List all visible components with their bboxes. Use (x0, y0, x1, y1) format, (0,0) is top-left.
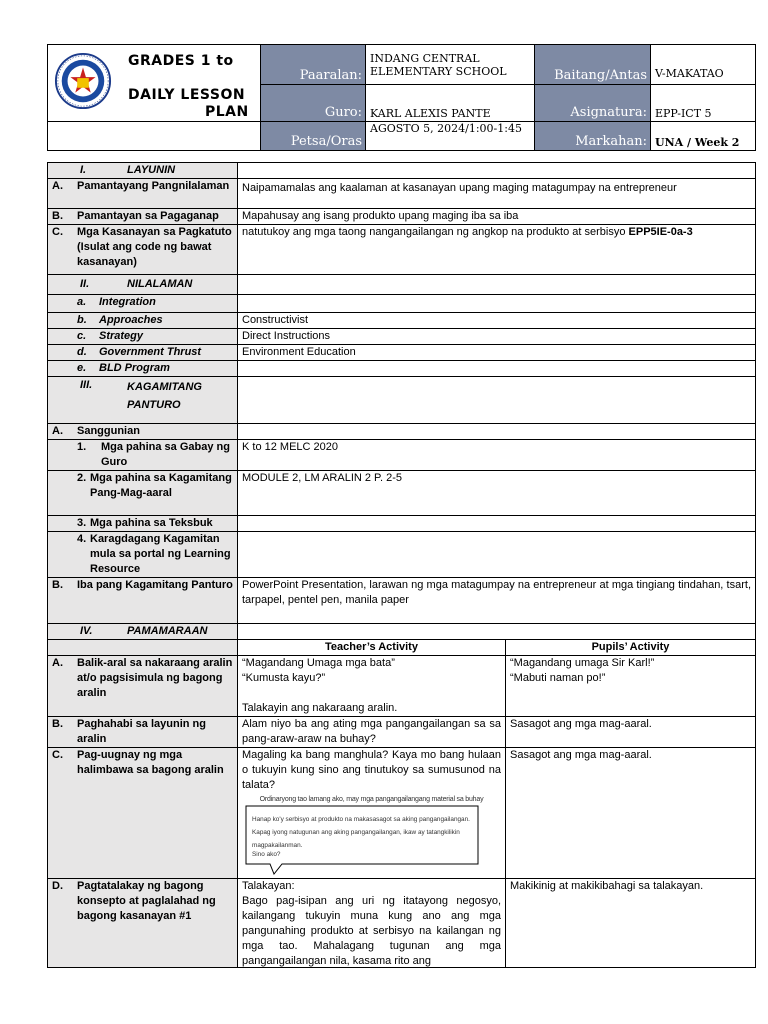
table-row: 3. Mga pahina sa Teksbuk (48, 516, 756, 532)
pupils-activity: Makikinig at makikibahagi sa talakayan. (506, 879, 756, 968)
teacher-activity: Magaling ka bang manghula? Kaya mo bang hulaan o tukuyin kung sino ang tinutukoy sa sumusunod na talata? Ordinaryong tao lamang ako, may mga pangangailangang material sa buhay Hanap ko'y serbisyo at produkto na makasasagot sa aking pangangailangan. Kapag iyong natugunan ang aking pangangailangan, ikaw ay tatangkilikin magpakailanman. Sino ako? (238, 748, 506, 879)
table-row: d. Government Thrust Environment Education (48, 345, 756, 361)
lesson-plan-title-line1: GRADES 1 to (128, 53, 234, 69)
table-row: A. Balik-aral sa nakaraang aralin at/o pagsisimula ng bagong aralin “Magandang Umaga mga bata” “Kumusta kayu?” Talakayin ang nakaraang aralin. “Magandang umaga Sir Karl!” “Mabuti naman po!” (48, 656, 756, 717)
riddle-question: Sino ako? (252, 851, 281, 858)
table-row: 2. Mga pahina sa Kagamitang Pang-Mag-aaral MODULE 2, LM ARALIN 2 P. 2-5 (48, 471, 756, 516)
pupils-activity-header: Pupils’ Activity (506, 640, 756, 656)
teacher-label: Guro: (261, 84, 366, 122)
lesson-plan-title-line2: DAILY LESSON (128, 87, 246, 103)
pupils-activity: Sasagot ang mga mag-aaral. (506, 717, 756, 748)
school-label: Paaralan: (261, 45, 366, 85)
table-row: b. Approaches Constructivist (48, 313, 756, 329)
school-value: INDANG CENTRAL ELEMENTARY SCHOOL (366, 45, 535, 85)
section-row-layunin (48, 163, 756, 179)
table-row: B. Paghahabi sa layunin ng aralin Alam niyo ba ang ating mga pangangailangan sa sa pang-araw-araw na buhay? Sasagot ang mga mag-aaral. (48, 717, 756, 748)
resource-value: K to 12 MELC 2020 (238, 440, 756, 471)
content-value: Environment Education (238, 345, 756, 361)
teacher-value: KARL ALEXIS PANTE (366, 84, 535, 122)
subject-label: Asignatura: (535, 84, 651, 122)
competency-code: EPP5IE-0a-3 (628, 226, 693, 238)
header-table (47, 44, 756, 151)
pupils-activity: Sasagot ang mga mag-aaral. (506, 748, 756, 879)
riddle-heading: Ordinaryong tao lamang ako, may mga pangangailangang material sa buhay (259, 796, 484, 803)
resource-value: MODULE 2, LM ARALIN 2 P. 2-5 (238, 471, 756, 516)
section-row-pamamaraan (48, 624, 756, 640)
quarter-label: Markahan: (535, 122, 651, 151)
teacher-activity: “Magandang Umaga mga bata” “Kumusta kayu?” Talakayin ang nakaraang aralin. (238, 656, 506, 717)
grade-value: V-MAKATAO (651, 45, 756, 85)
header-title-cell (48, 45, 261, 122)
content-value: Constructivist (238, 313, 756, 329)
teacher-activity-header: Teacher’s Activity (238, 640, 506, 656)
header-empty-cell (48, 122, 261, 151)
objective-value: natutukoy ang mga taong nangangailangan ng angkop na produkto at serbisyo EPP5IE-0a-3 (238, 225, 756, 275)
objective-value: Mapahusay ang isang produkto upang maging iba sa iba (238, 209, 756, 225)
table-row: B. Iba pang Kagamitang Panturo PowerPoint Presentation, larawan ng mga matagumpay na entrepreneur at mga tingiang tindahan, tsart, tarpapel, pentel pen, manila paper (48, 578, 756, 624)
section-heading: IV. PAMAMARAAN (48, 624, 238, 640)
objective-value: Naipamamalas ang kaalaman at kasanayan upang maging matagumpay na entrepreneur (238, 179, 756, 209)
grade-label: Baitang/Antas (535, 45, 651, 85)
deped-seal-icon (54, 52, 112, 110)
table-row: e. BLD Program (48, 361, 756, 377)
table-row: a. Integration (48, 295, 756, 313)
table-row: 1. Mga pahina sa Gabay ng Guro K to 12 MELC 2020 (48, 440, 756, 471)
table-row: A. Pamantayang Pangnilalaman Naipamamalas ang kaalaman at kasanayan upang maging matagumpay na entrepreneur (48, 179, 756, 209)
table-row: C. Mga Kasanayan sa Pagkatuto (Isulat ang code ng bawat kasanayan) natutukoy ang mga taong nangangailangan ng angkop na produkto at serbisyo EPP5IE-0a-3 (48, 225, 756, 275)
activity-header-row (48, 640, 756, 656)
riddle-image (242, 795, 501, 877)
table-row: A. Sanggunian (48, 424, 756, 440)
teacher-activity: Alam niyo ba ang ating mga pangangailangan sa sa pang-araw-araw na buhay? (238, 717, 506, 748)
section-row-kagamitan (48, 377, 756, 424)
other-materials-value: PowerPoint Presentation, larawan ng mga matagumpay na entrepreneur at mga tingiang tindahan, tsart, tarpapel, pentel pen, manila paper (238, 578, 756, 624)
table-row: 4. Karagdagang Kagamitan mula sa portal ng Learning Resource (48, 532, 756, 578)
section-heading: II. NILALAMAN (48, 275, 238, 295)
date-label: Petsa/Oras (261, 122, 366, 151)
table-row: C. Pag-uugnay ng mga halimbawa sa bagong aralin Magaling ka bang manghula? Kaya mo bang hulaan o tukuyin kung sino ang tinutukoy sa sumusunod na talata? Ordinaryong tao lamang ako, may mga pangangailangang material sa buhay Hanap ko'y serbisyo at produkto na makasasagot sa aking pangangailangan. Kapag iyong natugunan ang aking pangangailangan, ikaw ay tatangkilikin magpakailanman. Sino ako? Sasagot ang mga mag-aaral. (48, 748, 756, 879)
table-row: B. Pamantayan sa Pagaganap Mapahusay ang isang produkto upang maging iba sa iba (48, 209, 756, 225)
subject-value: EPP-ICT 5 (651, 84, 756, 122)
date-value: AGOSTO 5, 2024/1:00-1:45 (366, 122, 535, 151)
quarter-value: UNA / Week 2 (651, 122, 756, 151)
lesson-plan-table (47, 162, 756, 968)
lesson-plan-title-line3: PLAN (205, 104, 249, 120)
table-row: D. Pagtatalakay ng bagong konsepto at paglalahad ng bagong kasanayan #1 Talakayan: Bago pag-isipan ang uri ng itatayong negosyo, kailangang tukuyin muna kung ano ang mga pangunahing produkto at serbisyo na kailangan ng mga tao. Mahalagang tugunan ang mga pangangailangan nila, kasama rito ang Makikinig at makikibahagi sa talakayan. (48, 879, 756, 968)
section-row-nilalaman (48, 275, 756, 295)
table-row: c. Strategy Direct Instructions (48, 329, 756, 345)
section-heading: III. KAGAMITANG PANTURO (48, 377, 238, 424)
teacher-activity: Talakayan: Bago pag-isipan ang uri ng itatayong negosyo, kailangang tukuyin muna kung ano ang mga pangunahing produkto at serbisyo na kailangan ng mga tao. Mahalagang tugunan ang mga pangangailangan nila, kasama rito ang (238, 879, 506, 968)
content-value: Direct Instructions (238, 329, 756, 345)
riddle-body: Hanap ko'y serbisyo at produkto na makasasagot sa aking pangangailangan. Kapag iyong natugunan ang aking pangangailangan, ikaw ay tatangkilikin magpakailanman. (252, 816, 470, 849)
pupils-activity: “Magandang umaga Sir Karl!” “Mabuti naman po!” (506, 656, 756, 717)
section-heading: I. LAYUNIN (48, 163, 238, 179)
